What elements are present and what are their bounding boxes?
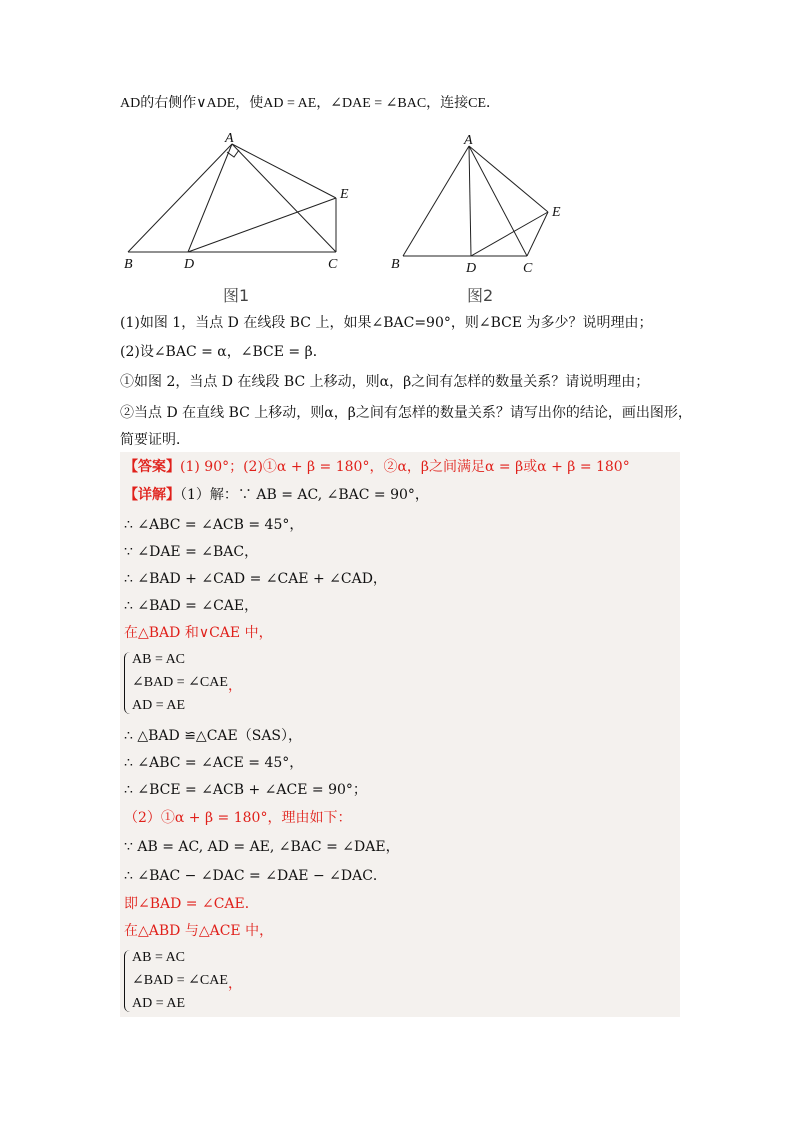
system-1-tail: ， <box>228 678 242 694</box>
detail-text-1: （1）解：∵ AB = AC, ∠BAC = 90°， <box>180 487 429 503</box>
answer-line <box>124 457 630 477</box>
system-1-brace <box>124 652 131 714</box>
fig2-label-D: D <box>466 261 477 275</box>
detail-line-3: ∵ ∠DAE = ∠BAC， <box>124 544 259 560</box>
fig2-caption: 图2 <box>467 286 494 305</box>
detail-line-6: 在△BAD 和∨CAE 中， <box>124 625 273 641</box>
detail-line-7: ∴ △BAD ≌△CAE（SAS）， <box>124 728 303 744</box>
system-2-eq-2: ∠BAD = ∠CAE <box>132 973 228 988</box>
question-1: (1)如图 1，当点 D 在线段 BC 上，如果∠BAC=90°，则∠BCE 为多少？说明理由； <box>120 315 653 331</box>
fig2-label-C: C <box>523 261 533 275</box>
detail-line-11: ∵ AB = AC, AD = AE, ∠BAC = ∠DAE， <box>124 839 400 855</box>
detail-line-2: ∴ ∠ABC = ∠ACB = 45°， <box>124 517 304 533</box>
question-2-2-cont: 简要证明． <box>120 432 190 448</box>
detail-line-1 <box>124 485 429 505</box>
question-2-2: ②当点 D 在直线 BC 上移动，则α，β之间有怎样的数量关系？请写出你的结论，画出图形， <box>120 405 692 421</box>
answer-tag: 【答案】 <box>124 459 180 475</box>
detail-line-13: 即∠BAD = ∠CAE． <box>124 896 259 912</box>
fig1-label-D: D <box>184 257 195 272</box>
fig1-caption: 图1 <box>223 286 250 305</box>
detail-line-12: ∴ ∠BAC − ∠DAC = ∠DAE − ∠DAC． <box>124 868 387 884</box>
fig1-label-C: C <box>328 257 338 272</box>
fig2-label-A: A <box>464 133 473 148</box>
detail-line-14: 在△ABD 与△ACE 中， <box>124 923 274 939</box>
detail-line-9: ∴ ∠BCE = ∠ACB + ∠ACE = 90°； <box>124 782 367 798</box>
figure-2 <box>385 130 585 275</box>
detail-tag: 【详解】 <box>124 487 180 503</box>
detail-line-10: （2）①α + β = 180°，理由如下： <box>124 810 352 826</box>
system-2-eq-1: AB = AC <box>132 950 186 965</box>
system-1-eq-3: AD = AE <box>132 698 186 713</box>
fig1-label-B: B <box>124 257 133 272</box>
fig2-label-E: E <box>552 205 561 220</box>
system-2-eq-3: AD = AE <box>132 996 186 1011</box>
intro-line: AD的右侧作∨ADE，使AD = AE，∠DAE = ∠BAC，连接CE． <box>120 96 501 111</box>
question-2-1: ①如图 2，当点 D 在线段 BC 上移动，则α，β之间有怎样的数量关系？请说明理由； <box>120 374 650 390</box>
answer-text: (1) 90°；(2)①α + β = 180°，②α，β之间满足α = β或α + β = 180° <box>180 459 630 475</box>
detail-line-8: ∴ ∠ABC = ∠ACE = 45°， <box>124 755 304 771</box>
fig1-label-E: E <box>340 187 349 202</box>
fig1-label-A: A <box>225 131 234 146</box>
system-2-brace <box>124 950 131 1012</box>
system-1-eq-2: ∠BAD = ∠CAE <box>132 675 228 690</box>
system-1-eq-1: AB = AC <box>132 652 186 667</box>
detail-line-5: ∴ ∠BAD = ∠CAE， <box>124 598 259 614</box>
fig2-label-B: B <box>391 257 400 272</box>
question-2: (2)设∠BAC = α，∠BCE = β． <box>120 344 327 360</box>
detail-line-4: ∴ ∠BAD + ∠CAD = ∠CAE + ∠CAD， <box>124 571 387 587</box>
system-2-tail: ， <box>228 976 242 992</box>
figure-1 <box>120 130 360 275</box>
